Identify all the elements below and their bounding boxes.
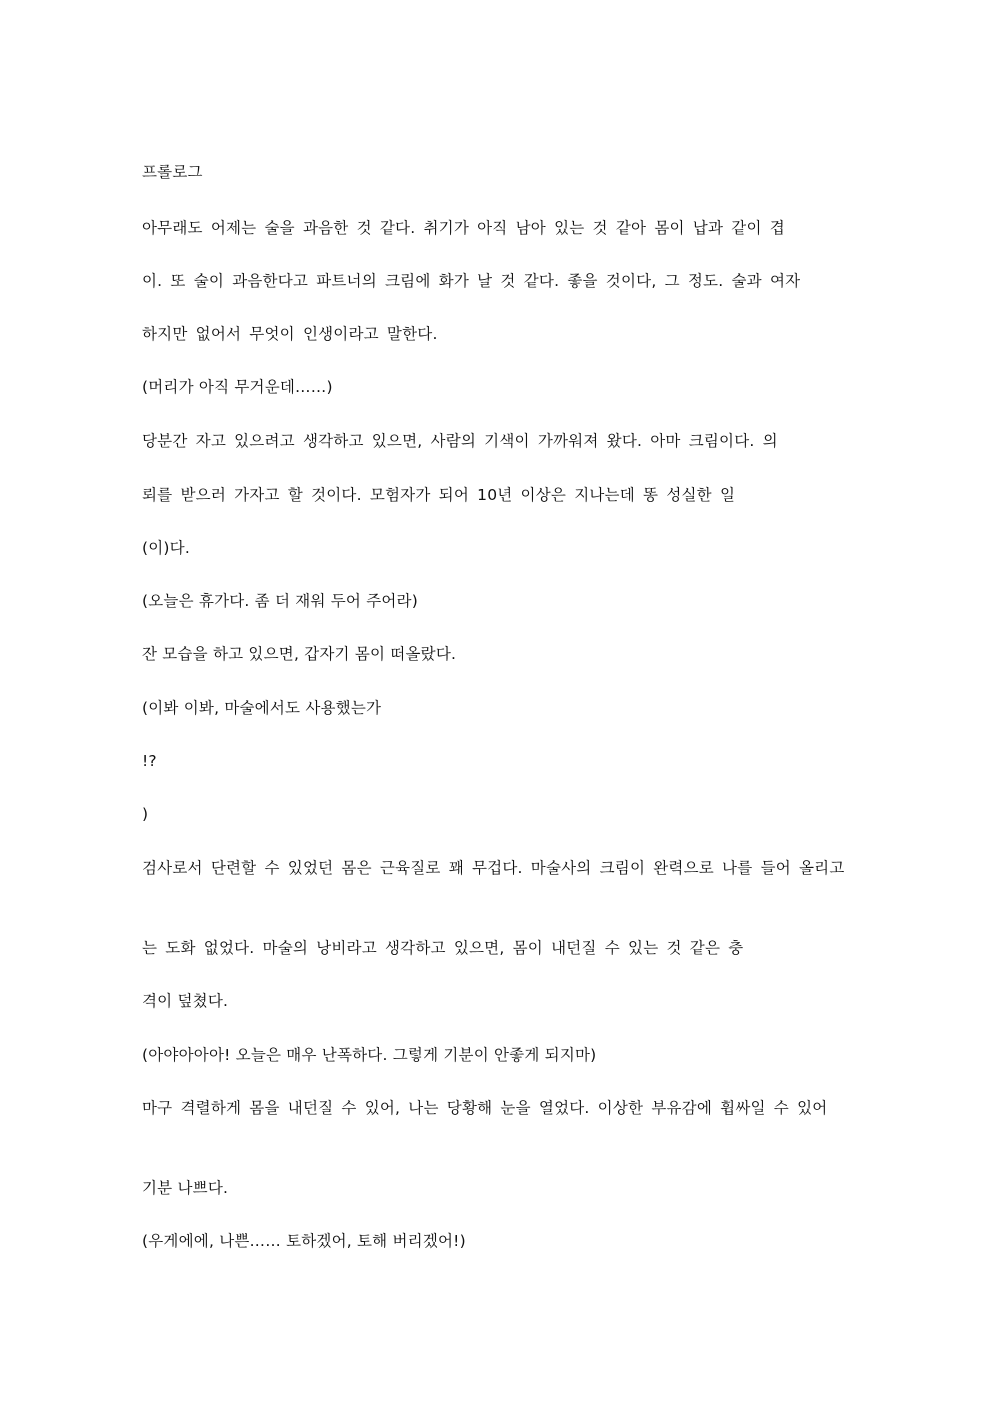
paragraph-line: 당분간 자고 있으려고 생각하고 있으면, 사람의 기색이 가까워져 왔다. 아마 크림이다. 의: [142, 432, 778, 450]
paragraph-line: 기분 나쁘다.: [142, 1179, 229, 1197]
paragraph-line: (아야아아아! 오늘은 매우 난폭하다. 그렇게 기분이 안좋게 되지마): [142, 1046, 597, 1064]
paragraph-line: (우게에에, 나쁜…… 토하겠어, 토해 버리겠어!): [142, 1232, 466, 1250]
paragraph-line: 아무래도 어제는 술을 과음한 것 같다. 취기가 아직 남아 있는 것 같아 몸이 납과 같이 겹: [142, 219, 785, 237]
paragraph-line: ): [142, 805, 149, 823]
document-title: 프롤로그: [142, 163, 203, 181]
paragraph-line: 이. 또 술이 과음한다고 파트너의 크림에 화가 날 것 같다. 좋을 것이다, 그 정도. 술과 여자: [142, 272, 801, 290]
paragraph-line: !?: [142, 752, 157, 770]
paragraph-line: (오늘은 휴가다. 좀 더 재워 두어 주어라): [142, 592, 418, 610]
paragraph-line: 검사로서 단련할 수 있었던 몸은 근육질로 꽤 무겁다. 마술사의 크림이 완력으로 나를 들어 올리고: [142, 859, 845, 877]
paragraph-line: 격이 덮쳤다.: [142, 992, 229, 1010]
paragraph-line: 뢰를 받으러 가자고 할 것이다. 모험자가 되어 10년 이상은 지나는데 똥 성실한 일: [142, 486, 736, 504]
paragraph-line: 마구 격렬하게 몸을 내던질 수 있어, 나는 당황해 눈을 열었다. 이상한 부유감에 휩싸일 수 있어: [142, 1099, 828, 1117]
paragraph-line: (이봐 이봐, 마술에서도 사용했는가: [142, 699, 382, 717]
paragraph-line: 는 도화 없었다. 마술의 낭비라고 생각하고 있으면, 몸이 내던질 수 있는 것 같은 충: [142, 939, 744, 957]
paragraph-line: 잔 모습을 하고 있으면, 갑자기 몸이 떠올랐다.: [142, 645, 457, 663]
paragraph-line: (머리가 아직 무거운데……): [142, 378, 333, 396]
paragraph-line: 하지만 없어서 무엇이 인생이라고 말한다.: [142, 325, 438, 343]
paragraph-line: (이)다.: [142, 539, 190, 557]
